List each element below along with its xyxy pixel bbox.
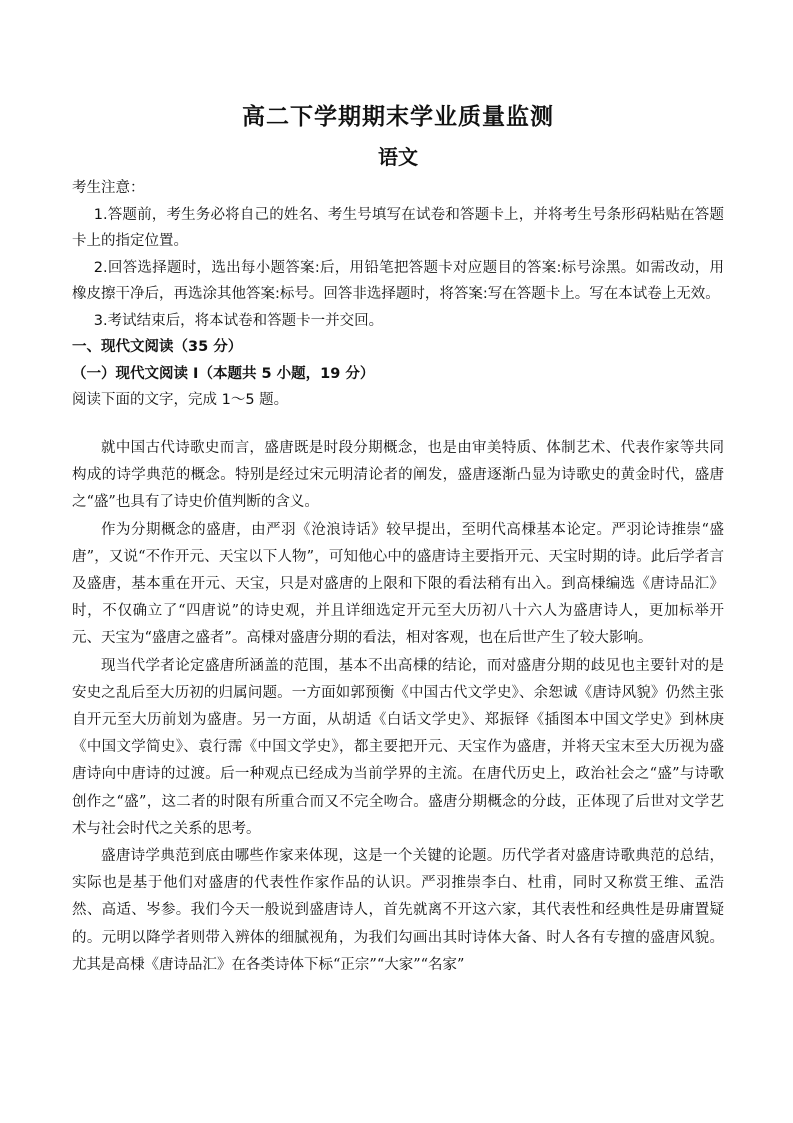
passage-paragraph: 盛唐诗学典范到底由哪些作家来体现，这是一个关键的论题。历代学者对盛唐诗歌典范的总结，实际也是基于他们对盛唐的代表性作家作品的认识。严羽推崇李白、杜甫，同时又称赏王维、孟浩然、高适、岑参。我们今天一般说到盛唐诗人，首先就离不开这六家，其代表性和经典性是毋庸置疑的。元明以降学者则带入辨体的细腻视角，为我们勾画出其时诗体大备、时人各有专擅的盛唐风貌。尤其是高棅《唐诗品汇》在各类诗体下标“正宗”“大家”“名家” bbox=[72, 848, 724, 973]
section-subheading: （一）现代文阅读 I（本题共 5 小题，19 分） bbox=[72, 365, 375, 382]
notice-block bbox=[72, 175, 724, 414]
section-heading: 一、现代文阅读（35 分） bbox=[72, 339, 243, 355]
reading-instruction: 阅读下面的文字，完成 1～5 题。 bbox=[72, 392, 289, 408]
exam-title: 高二下学期期末学业质量监测 bbox=[242, 104, 554, 130]
passage-paragraph: 就中国古代诗歌史而言，盛唐既是时段分期概念，也是由审美特质、体制艺术、代表作家等共同构成的诗学典范的概念。特别是经过宋元明清论者的阐发，盛唐逐渐凸显为诗歌史的黄金时代，盛唐之“盛”也具有了诗史价值判断的含义。 bbox=[72, 440, 724, 511]
notice-item-3: 3.考试结束后，将本试卷和答题卡一并交回。 bbox=[93, 312, 384, 329]
passage-paragraph: 作为分期概念的盛唐，由严羽《沧浪诗话》较早提出，至明代高棅基本论定。严羽论诗推崇“盛唐”，又说“不作开元、天宝以下人物”，可知他心中的盛唐诗主要指开元、天宝时期的诗。此后学者言及盛唐，基本重在开元、天宝，只是对盛唐的上限和下限的看法稍有出入。到高棅编选《唐诗品汇》时，不仅确立了“四唐说”的诗史观，并且详细选定开元至大历初八十六人为盛唐诗人，更加标举开元、天宝为“盛唐之盛者”。高棅对盛唐分期的看法，相对客观，也在后世产生了较大影响。 bbox=[72, 521, 724, 647]
notice-item-2: 2.回答选择题时，选出每小题答案:后，用铅笔把答题卡对应题目的答案:标号涂黑。如需改动，用橡皮擦干净后，再选涂其他答案:标号。回答非选择题时，将答案:写在答题卡上。写在本试卷上无效。 bbox=[72, 259, 724, 302]
subject-title: 语文 bbox=[378, 145, 418, 169]
reading-passage bbox=[72, 435, 724, 979]
notice-heading: 考生注意： bbox=[72, 180, 145, 196]
notice-item-1: 1.答题前，考生务必将自己的姓名、考生号填写在试卷和答题卡上，并将考生号条形码粘贴在答题卡上的指定位置。 bbox=[72, 206, 724, 249]
passage-paragraph: 现当代学者论定盛唐所涵盖的范围，基本不出高棅的结论，而对盛唐分期的歧见也主要针对的是安史之乱后至大历初的归属问题。一方面如郭预衡《中国古代文学史》、余恕诚《唐诗风貌》仍然主张自开元至大历前划为盛唐。另一方面，从胡适《白话文学史》、郑振铎《插图本中国文学史》到林庚《中国文学简史》、袁行霈《中国文学史》，都主要把开元、天宝作为盛唐，并将天宝末至大历视为盛唐诗向中唐诗的过渡。后一种观点已经成为当前学界的主流。在唐代历史上，政治社会之“盛”与诗歌创作之“盛”，这二者的时限有所重合而又不完全吻合。盛唐分期概念的分歧，正体现了后世对文学艺术与社会时代之关系的思考。 bbox=[72, 657, 724, 837]
